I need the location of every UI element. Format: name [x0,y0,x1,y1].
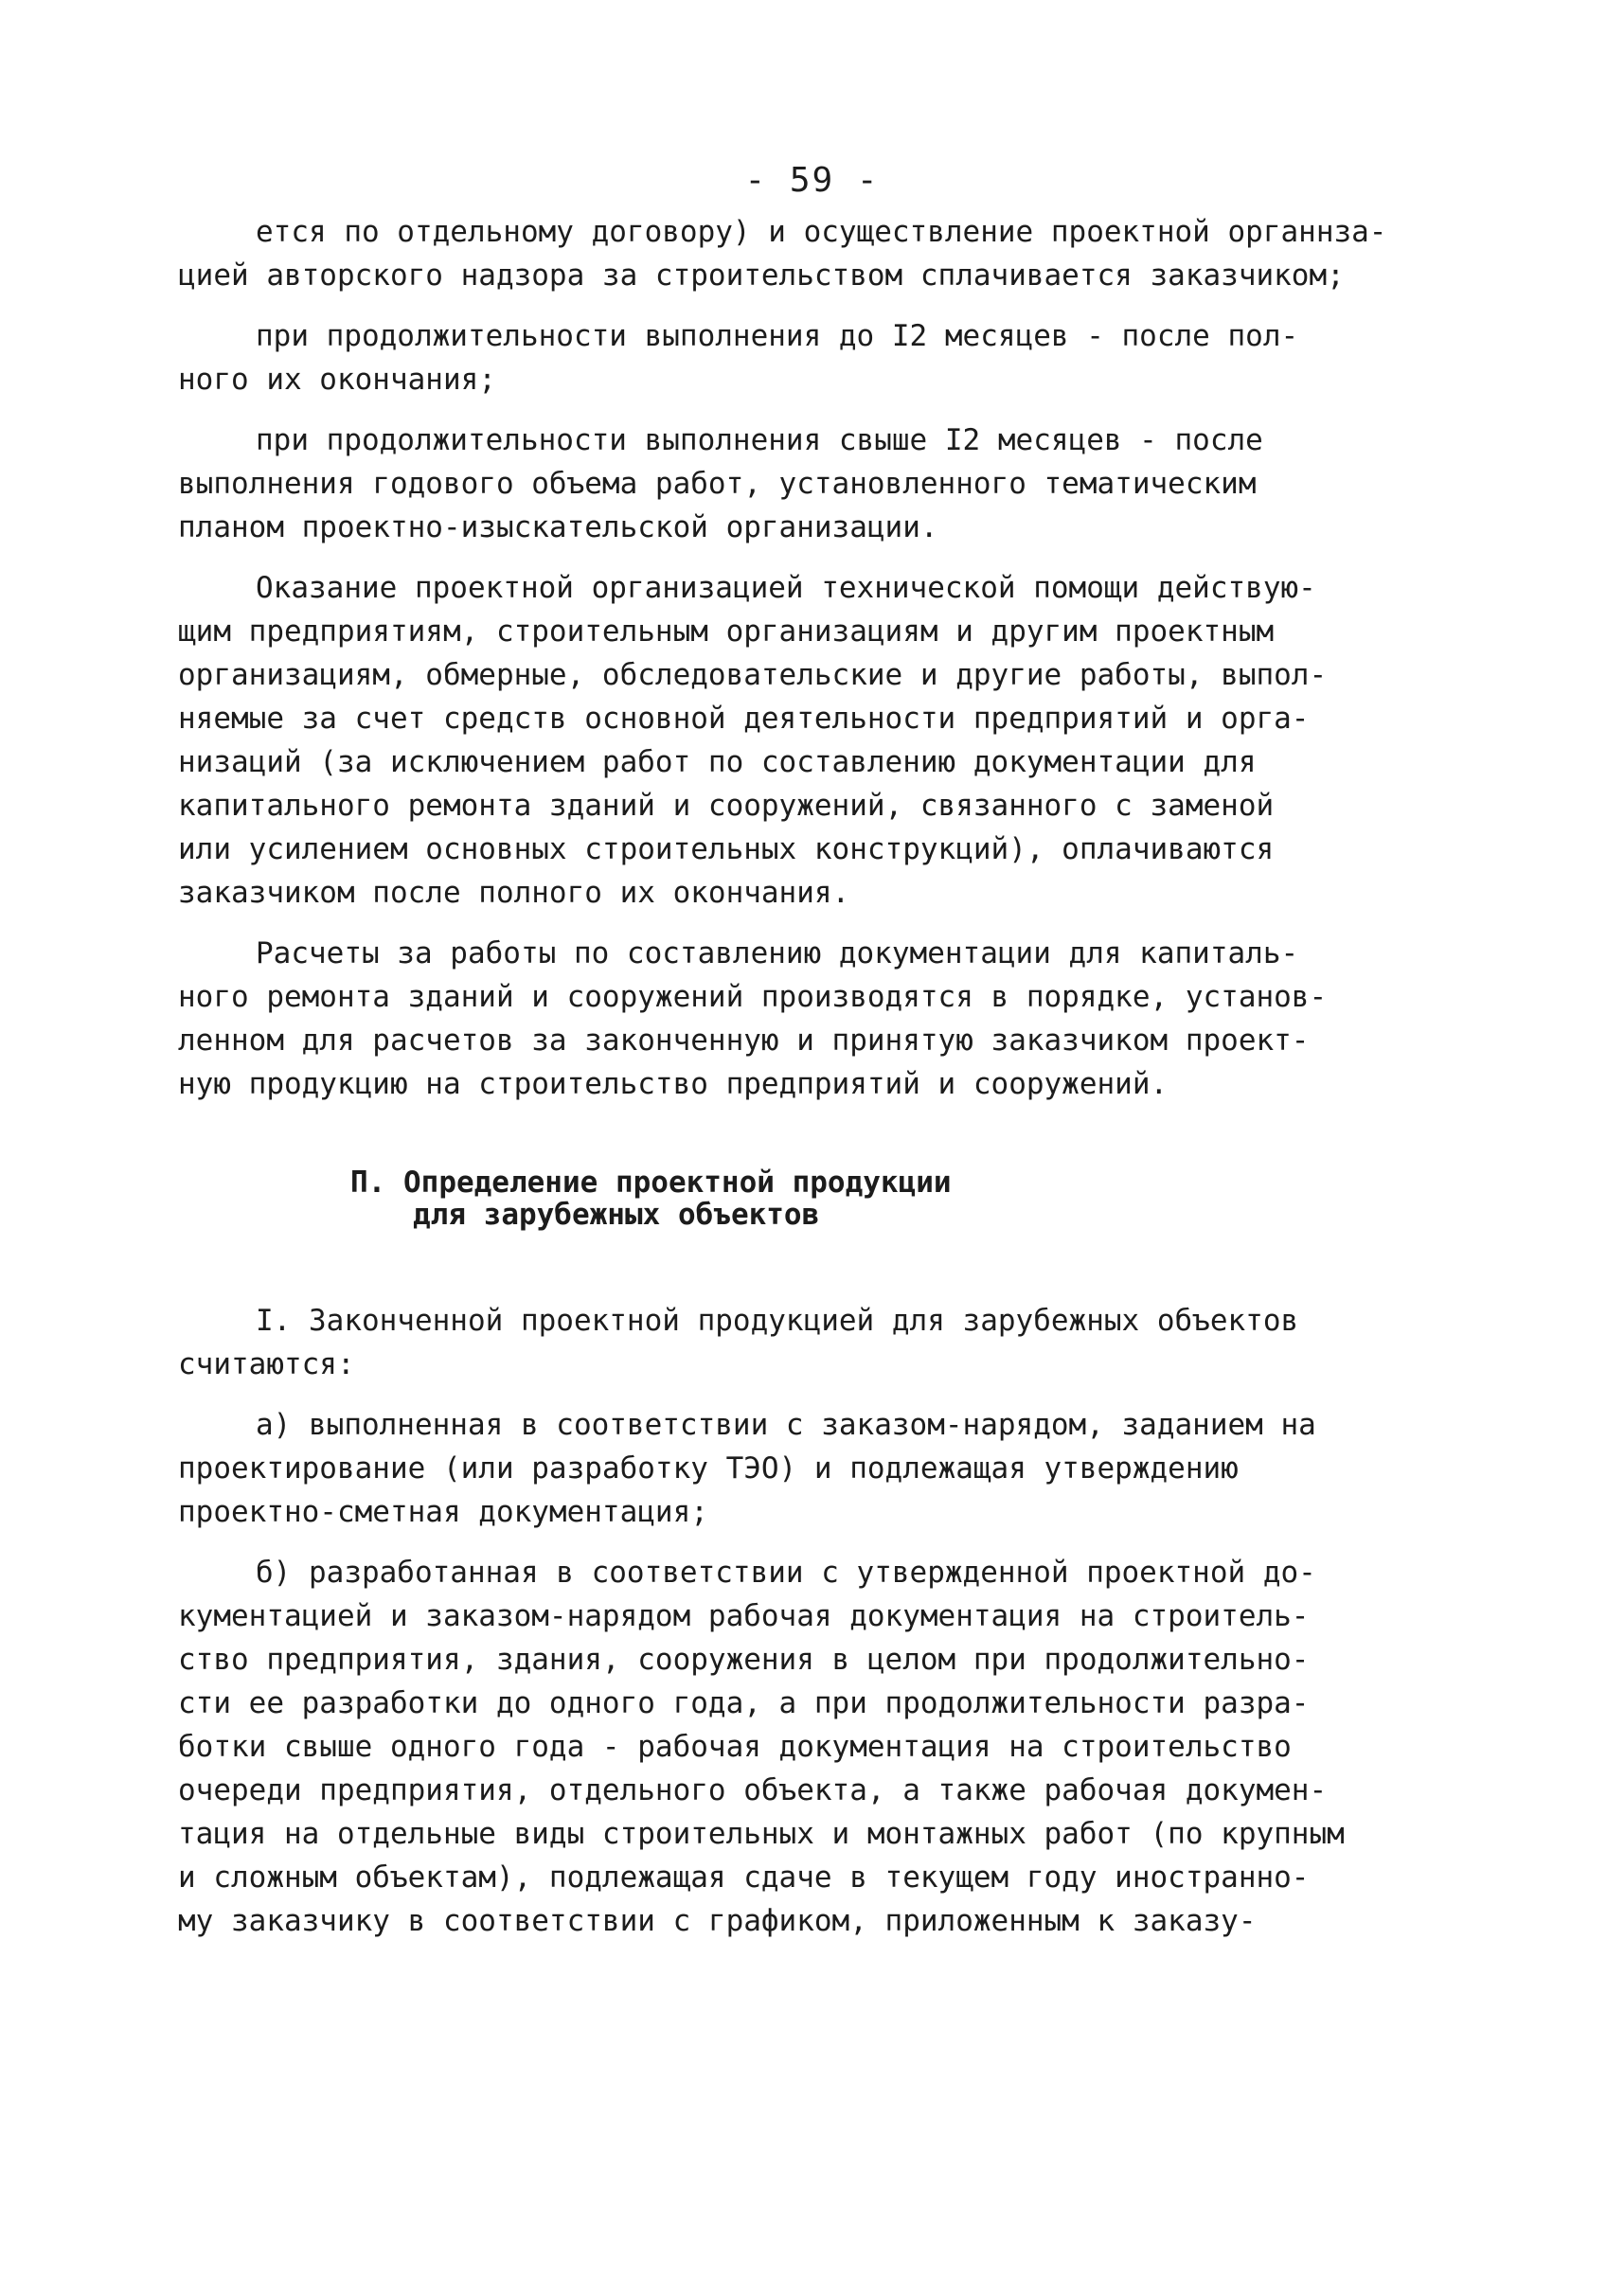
text-line: низаций (за исключением работ по составлению документации для [178,745,1257,779]
text-line: ного ремонта зданий и сооружений производятся в порядке, установ- [178,980,1328,1014]
document-body [178,210,1456,1960]
text-line: очереди предприятия, отдельного объекта, а также рабочая докумен- [178,1773,1328,1807]
text-line: Оказание проектной организацией технической помощи действую- [256,571,1316,605]
page-number: - 59 - [744,161,880,200]
text-line: организациям, обмерные, обследовательские и другие работы, выпол- [178,658,1328,692]
paragraph-p7 [178,1403,1456,1534]
text-line: му заказчику в соответствии с графиком, приложенным к заказу- [178,1904,1257,1938]
text-line: проектирование (или разработку ТЭО) и подлежащая утверждению [178,1451,1239,1486]
text-line: при продолжительности выполнения до I2 месяцев - после пол- [256,319,1299,353]
text-line: щим предприятиям, строительным организациям и другим проектным [178,614,1275,649]
paragraph-p2 [178,314,1456,401]
text-line: ленном для расчетов за законченную и принятую заказчиком проект- [178,1023,1310,1058]
paragraph-p8 [178,1551,1456,1943]
text-line: б) разработанная в соответствии с утвержденной проектной до- [256,1556,1316,1590]
text-line: выполнения годового объема работ, установленного тематическим [178,467,1257,501]
section-heading-line-1: П. Определение проектной продукции [350,1166,952,1200]
paragraph-p3 [178,418,1456,549]
text-line: проектно-сметная документация; [178,1495,708,1529]
section-after-heading [178,1299,1456,1943]
text-line: заказчиком после полного их окончания. [178,876,850,910]
text-line: считаются: [178,1347,355,1381]
text-line: и сложным объектам), подлежащая сдаче в текущем году иностранно- [178,1860,1310,1895]
paragraph-p4 [178,566,1456,915]
text-line: капитального ремонта зданий и сооружений, связанного с заменой [178,789,1275,823]
paragraph-p5 [178,932,1456,1106]
section-before-heading [178,210,1456,1106]
text-line: а) выполненная в соответствии с заказом-нарядом, заданием на [256,1408,1316,1442]
text-line: цией авторского надзора за строительством сплачивается заказчиком; [178,258,1345,293]
text-line: ную продукцию на строительство предприятий и сооружений. [178,1067,1169,1101]
text-line: няемые за счет средств основной деятельности предприятий и орга- [178,702,1310,736]
text-line: ботки свыше одного года - рабочая документация на строительство [178,1730,1292,1764]
text-line: сти ее разработки до одного года, а при продолжительности разра- [178,1686,1310,1720]
paragraph-p6 [178,1299,1456,1386]
text-line: кументацией и заказом-нарядом рабочая документация на строитель- [178,1599,1310,1633]
section-heading [178,1166,1456,1231]
text-line: ется по отдельному договору) и осуществление проектной органнза- [256,215,1387,249]
text-line: ство предприятия, здания, сооружения в целом при продолжительно- [178,1643,1310,1677]
text-line: ного их окончания; [178,363,496,397]
text-line: или усилением основных строительных конструкций), оплачиваются [178,832,1275,866]
text-line: тация на отдельные виды строительных и монтажных работ (по крупным [178,1817,1345,1851]
paragraph-p1 [178,210,1456,297]
text-line: Расчеты за работы по составлению документации для капиталь- [256,936,1299,970]
section-heading-line-2: для зарубежных объектов [413,1198,820,1232]
text-line: I. Законченной проектной продукцией для зарубежных объектов [256,1304,1299,1338]
text-line: при продолжительности выполнения свыше I2 месяцев - после [256,423,1263,457]
text-line: планом проектно-изыскательской организации. [178,510,938,544]
